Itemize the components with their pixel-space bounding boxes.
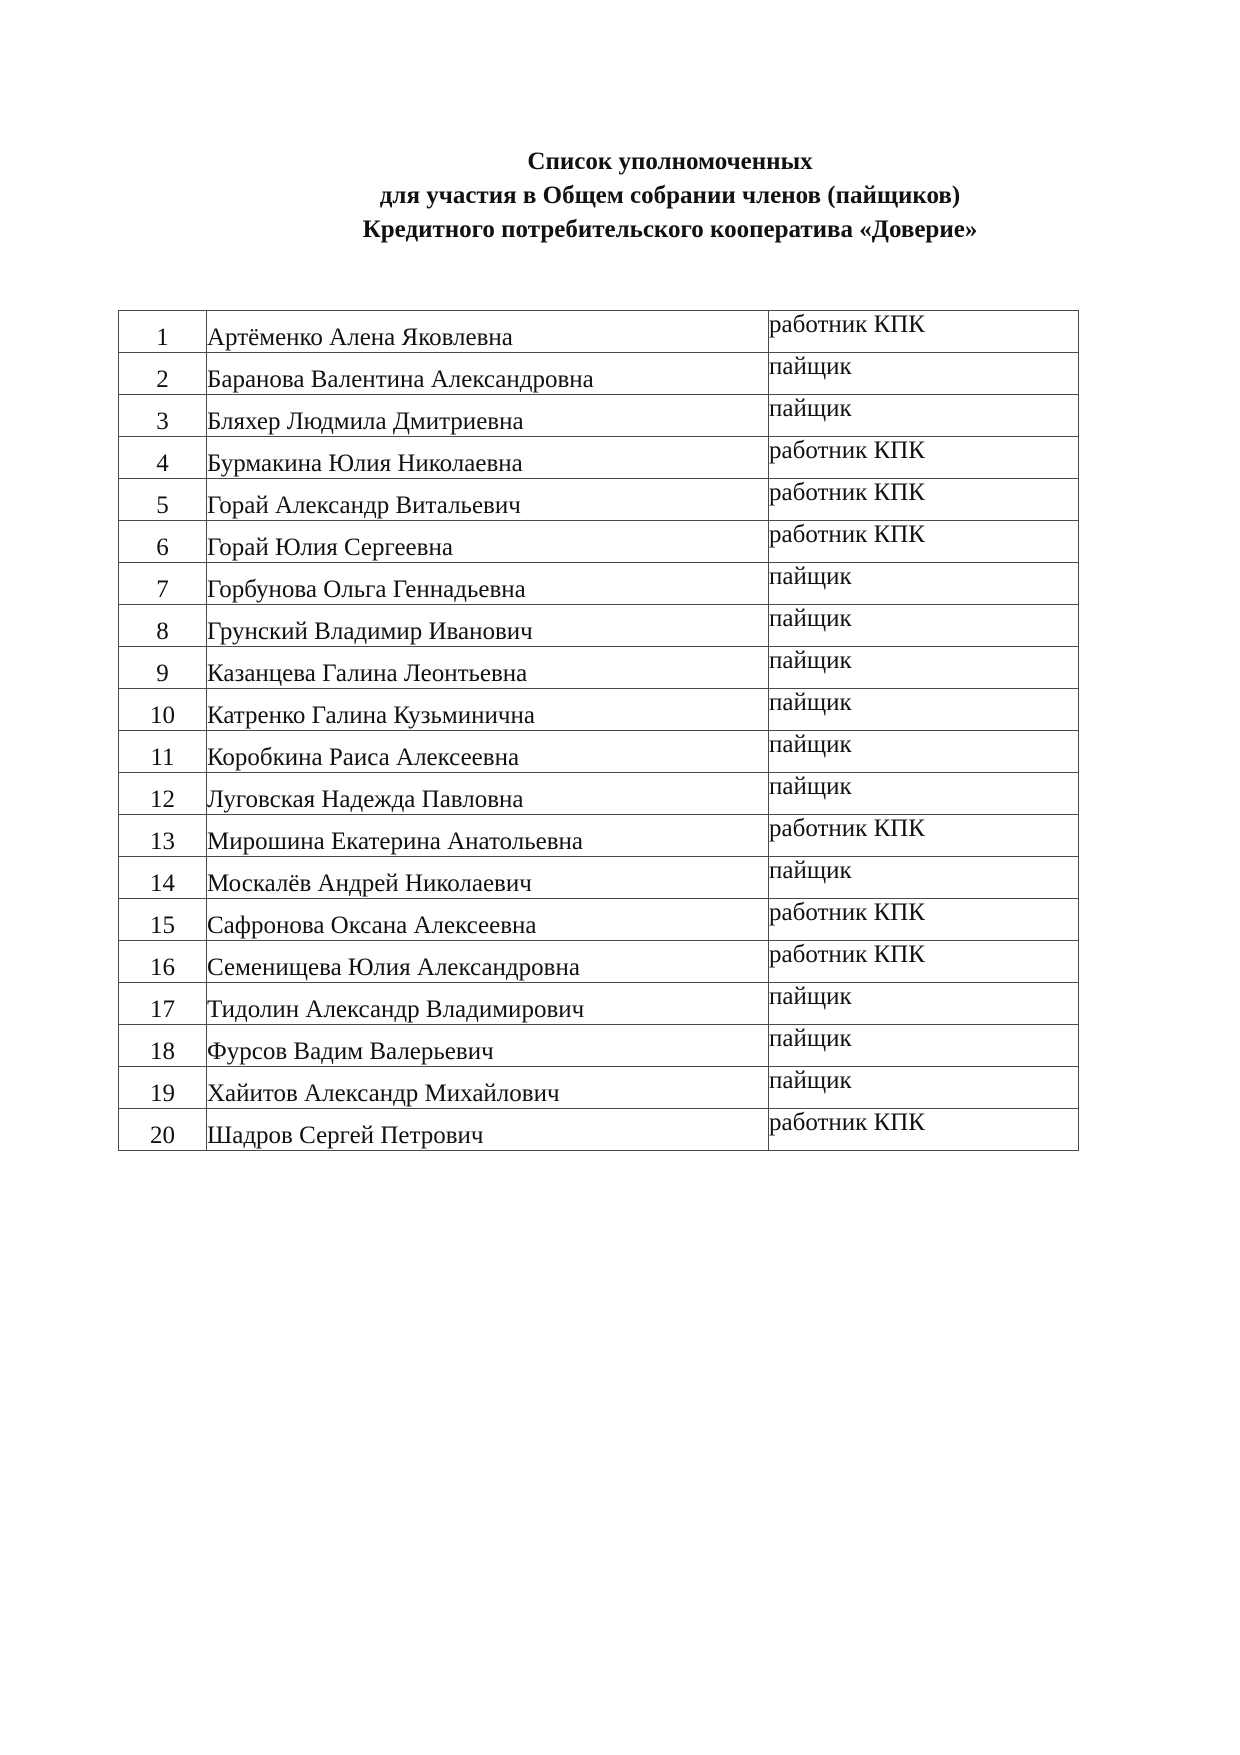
member-name: Баранова Валентина Александровна [207, 353, 769, 395]
member-role: работник КПК [769, 899, 1079, 941]
row-number: 18 [119, 1025, 207, 1067]
table-row [119, 815, 1079, 857]
member-name: Катренко Галина Кузьминична [207, 689, 769, 731]
title-line: Кредитного потребительского кооператива «Доверие» [362, 216, 978, 243]
row-number: 8 [119, 605, 207, 647]
member-name: Горай Юлия Сергеевна [207, 521, 769, 563]
row-number: 13 [119, 815, 207, 857]
member-name: Москалёв Андрей Николаевич [207, 857, 769, 899]
row-number: 16 [119, 941, 207, 983]
member-name: Хайитов Александр Михайлович [207, 1067, 769, 1109]
row-number: 10 [119, 689, 207, 731]
member-role: пайщик [769, 773, 1079, 815]
row-number: 3 [119, 395, 207, 437]
table-row [119, 563, 1079, 605]
row-number: 5 [119, 479, 207, 521]
member-role: работник КПК [769, 1109, 1079, 1151]
member-role: работник КПК [769, 941, 1079, 983]
table-row [119, 689, 1079, 731]
row-number: 9 [119, 647, 207, 689]
document-title [0, 145, 1240, 247]
member-role: работник КПК [769, 815, 1079, 857]
table-row [119, 1025, 1079, 1067]
member-name: Мирошина Екатерина Анатольевна [207, 815, 769, 857]
member-name: Фурсов Вадим Валерьевич [207, 1025, 769, 1067]
member-name: Артёменко Алена Яковлевна [207, 311, 769, 353]
row-number: 17 [119, 983, 207, 1025]
row-number: 15 [119, 899, 207, 941]
member-role: работник КПК [769, 479, 1079, 521]
member-name: Горбунова Ольга Геннадьевна [207, 563, 769, 605]
representatives-table [118, 310, 1079, 1151]
member-name: Луговская Надежда Павловна [207, 773, 769, 815]
member-name: Семенищева Юлия Александровна [207, 941, 769, 983]
table-row [119, 605, 1079, 647]
table-row [119, 1109, 1079, 1151]
table-row [119, 1067, 1079, 1109]
table-row [119, 983, 1079, 1025]
title-line: Список уполномоченных [527, 148, 813, 175]
row-number: 11 [119, 731, 207, 773]
member-role: пайщик [769, 983, 1079, 1025]
table-row [119, 647, 1079, 689]
member-role: пайщик [769, 563, 1079, 605]
table-row [119, 941, 1079, 983]
table-row [119, 437, 1079, 479]
member-role: работник КПК [769, 437, 1079, 479]
member-role: пайщик [769, 353, 1079, 395]
row-number: 20 [119, 1109, 207, 1151]
member-name: Бляхер Людмила Дмитриевна [207, 395, 769, 437]
member-name: Казанцева Галина Леонтьевна [207, 647, 769, 689]
row-number: 14 [119, 857, 207, 899]
member-role: пайщик [769, 605, 1079, 647]
row-number: 7 [119, 563, 207, 605]
member-name: Горай Александр Витальевич [207, 479, 769, 521]
member-name: Коробкина Раиса Алексеевна [207, 731, 769, 773]
member-role: работник КПК [769, 521, 1079, 563]
member-role: пайщик [769, 857, 1079, 899]
row-number: 2 [119, 353, 207, 395]
row-number: 19 [119, 1067, 207, 1109]
member-name: Сафронова Оксана Алексеевна [207, 899, 769, 941]
table-row [119, 395, 1079, 437]
representatives-table-body [119, 311, 1079, 1151]
member-role: пайщик [769, 689, 1079, 731]
member-role: работник КПК [769, 311, 1079, 353]
member-name: Шадров Сергей Петрович [207, 1109, 769, 1151]
member-name: Бурмакина Юлия Николаевна [207, 437, 769, 479]
table-row [119, 479, 1079, 521]
table-row [119, 773, 1079, 815]
table-row [119, 353, 1079, 395]
table-row [119, 857, 1079, 899]
member-role: пайщик [769, 731, 1079, 773]
row-number: 4 [119, 437, 207, 479]
table-row [119, 899, 1079, 941]
row-number: 1 [119, 311, 207, 353]
table-row [119, 521, 1079, 563]
member-name: Грунский Владимир Иванович [207, 605, 769, 647]
member-role: пайщик [769, 647, 1079, 689]
row-number: 6 [119, 521, 207, 563]
row-number: 12 [119, 773, 207, 815]
member-name: Тидолин Александр Владимирович [207, 983, 769, 1025]
member-role: пайщик [769, 1025, 1079, 1067]
title-line: для участия в Общем собрании членов (пайщиков) [379, 182, 961, 209]
member-role: пайщик [769, 395, 1079, 437]
table-row [119, 731, 1079, 773]
table-row [119, 311, 1079, 353]
member-role: пайщик [769, 1067, 1079, 1109]
